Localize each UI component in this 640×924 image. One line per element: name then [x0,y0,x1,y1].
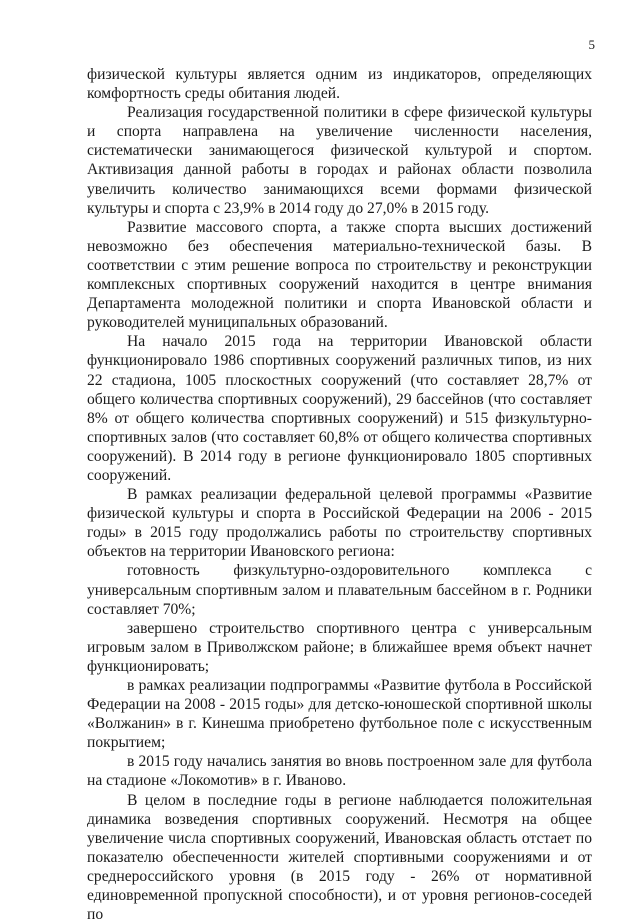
paragraph-mass-sport: Развитие массового спорта, а также спорта высших достижений невозможно без обеспечения материально-технической базы. В соответствии с этим решение вопроса по строительству и реконструкции комплексных спортивных сооружений находится в центре внимания Департамента молодежной политики и спорта Ивановской области и руководителей муниципальных образований. [87,218,592,332]
paragraph-continuation: физической культуры является одним из индикаторов, определяющих комфортность среды обитания людей. [87,66,592,103]
list-item-rodniki: готовность физкультурно-оздоровительного комплекса с универсальным спортивным залом и плавательным бассейном в г. Родники составляет 70%; [87,562,592,618]
document-body [87,65,592,924]
list-item-privolzhsk: завершено строительство спортивного центра с универсальным игровым залом в Приволжском районе; в ближайшее время объект начнет функционировать; [87,619,592,675]
page-number: 5 [588,37,595,52]
paragraph-state-policy: Реализация государственной политики в сфере физической культуры и спорта направлена на увеличение численности населения, систематически занимающегося физической культурой и спортом. Активизация данной работы в городах и районах области позволила увеличить количество занимающихся всеми формами физической культуры и спорта с 23,9% в 2014 году до 27,0% в 2015 году. [87,104,592,217]
list-item-football-field: в рамках реализации подпрограммы «Развитие футбола в Российской Федерации на 2008 - 2015 годы» для детско-юношеской спортивной школы «Волжанин» в г. Кинешма приобретено футбольное поле с искусственным покрытием; [87,677,592,752]
paragraph-conclusion: В целом в последние годы в регионе наблюдается положительная динамика возведения спортивных сооружений. Несмотря на общее увеличение числа спортивных сооружений, Ивановская область отстает по показателю обеспеченности жителей спортивными сооружениями и от среднероссийского уровня (в 2015 году - 26% от нормативной единовременной пропускной способности), и от уровня регионов-соседей по [87,791,592,924]
list-item-lokomotiv: в 2015 году начались занятия во вновь построенном зале для футбола на стадионе «Локомотив» в г. Иваново. [87,753,592,790]
paragraph-federal-program: В рамках реализации федеральной целевой программы «Развитие физической культуры и спорта в Российской Федерации на 2006 - 2015 годы» в 2015 году продолжались работы по строительству спортивных объектов на территории Ивановского региона: [87,486,592,561]
paragraph-facilities-count: На начало 2015 года на территории Ивановской области функционировало 1986 спортивных сооружений различных типов, из них 22 стадиона, 1005 плоскостных сооружений (что составляет 28,7% от общего количества спортивных сооружений), 29 бассейнов (что составляет 8% от общего количества спортивных сооружений) и 515 физкультурно-спортивных залов (что составляет 60,8% от общего количества спортивных сооружений). В 2014 году в регионе функционировало 1805 спортивных сооружений. [87,333,592,484]
